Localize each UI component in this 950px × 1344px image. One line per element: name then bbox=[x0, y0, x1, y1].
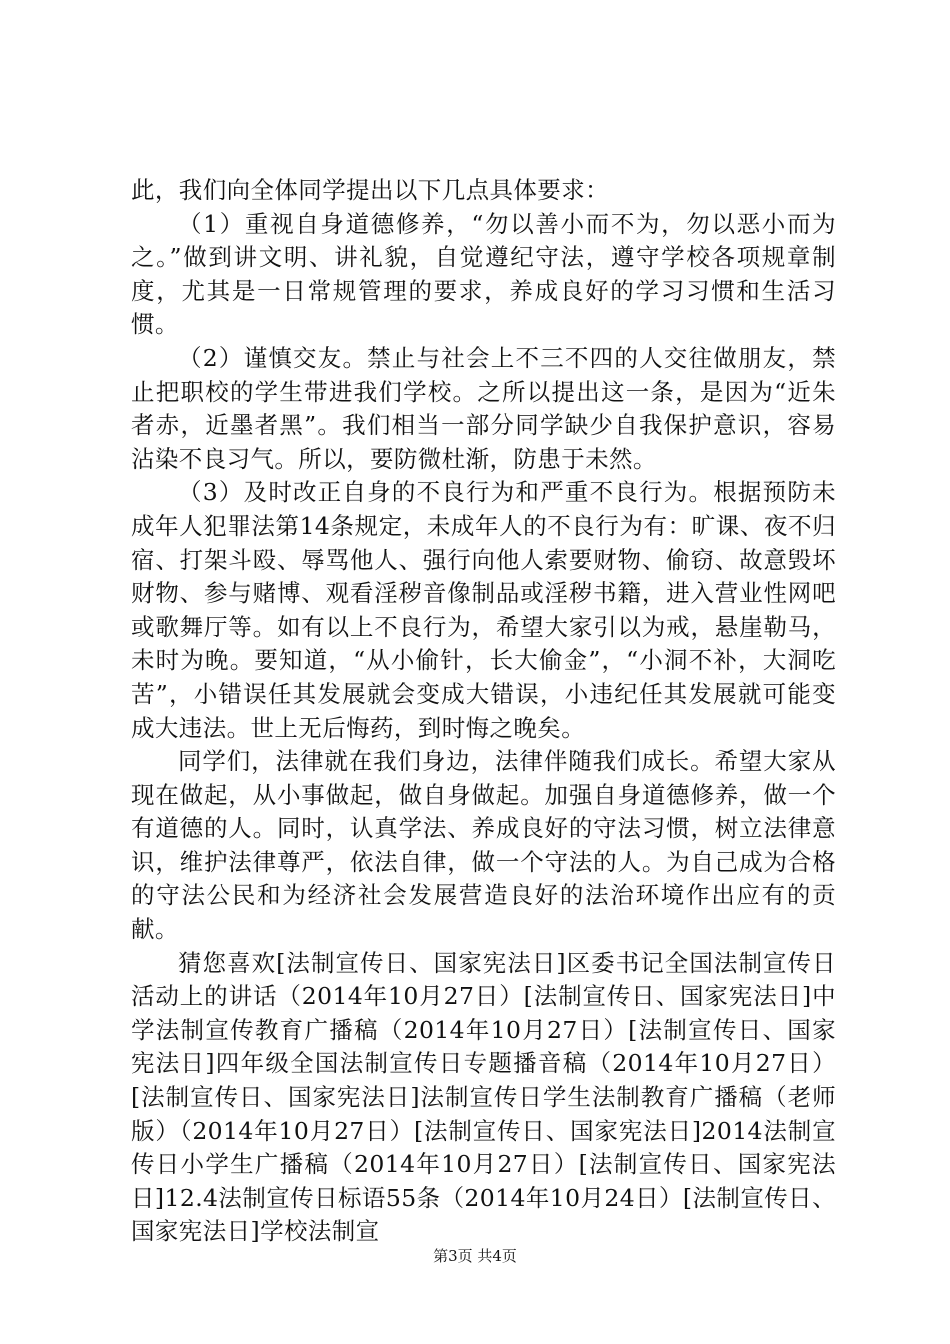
paragraph-related-articles: 猜您喜欢[法制宣传日、国家宪法日]区委书记全国法制宣传日活动上的讲话（2014年10月27日）[法制宣传日、国家宪法日]中学法制宣传教育广播稿（2014年10月27日）[法制宣传日、国家宪法日]四年级全国法制宣传日专题播音稿（2014年10月27日）[法制宣传日、国家宪法日]法制宣传日学生法制教育广播稿（老师版）（2014年10月27日）[法制宣传日、国家宪法日]2014法制宣传日小学生广播稿（2014年10月27日）[法制宣传日、国家宪法日]12.4法制宣传日标语55条（2014年10月24日）[法制宣传日、国家宪法日]学校法制宣 bbox=[131, 948, 836, 1246]
page-number-label: 第3页 共4页 bbox=[433, 1247, 517, 1265]
paragraph-requirement-3: （3）及时改正自身的不良行为和严重不良行为。根据预防未成年人犯罪法第14条规定，未成年人的不良行为有：旷课、夜不归宿、打架斗殴、辱骂他人、强行向他人索要财物、偷窃、故意毁坏财物、参与赌博、观看淫秽音像制品或淫秽书籍，进入营业性网吧或歌舞厅等。如有以上不良行为，希望大家引以为戒，悬崖勒马，未时为晚。要知道，“从小偷针，长大偷金”，“小洞不补，大洞吃苦”，小错误任其发展就会变成大错误，小违纪任其发展就可能变成大违法。世上无后悔药，到时悔之晚矣。 bbox=[131, 478, 836, 742]
paragraph-requirement-2: （2）谨慎交友。禁止与社会上不三不四的人交往做朋友，禁止把职校的学生带进我们学校。之所以提出这一条，是因为“近朱者赤，近墨者黑”。我们相当一部分同学缺少自我保护意识，容易沾染不良习气。所以，要防微杜渐，防患于未然。 bbox=[131, 343, 836, 473]
paragraph-requirement-1: （1）重视自身道德修养，“勿以善小而不为，勿以恶小而为之。”做到讲文明、讲礼貌，自觉遵纪守法，遵守学校各项规章制度，尤其是一日常规管理的要求，养成良好的学习习惯和生活习惯。 bbox=[131, 209, 836, 339]
paragraph-conclusion: 同学们，法律就在我们身边，法律伴随我们成长。希望大家从现在做起，从小事做起，做自身做起。加强自身道德修养，做一个有道德的人。同时，认真学法、养成良好的守法习惯，树立法律意识，维护法律尊严，依法自律，做一个守法的人。为自己成为合格的守法公民和为经济社会发展营造良好的法治环境作出应有的贡献。 bbox=[131, 747, 836, 944]
paragraph-intro: 此，我们向全体同学提出以下几点具体要求： bbox=[131, 176, 609, 204]
page-footer bbox=[0, 1246, 950, 1266]
document-body bbox=[131, 174, 836, 1249]
